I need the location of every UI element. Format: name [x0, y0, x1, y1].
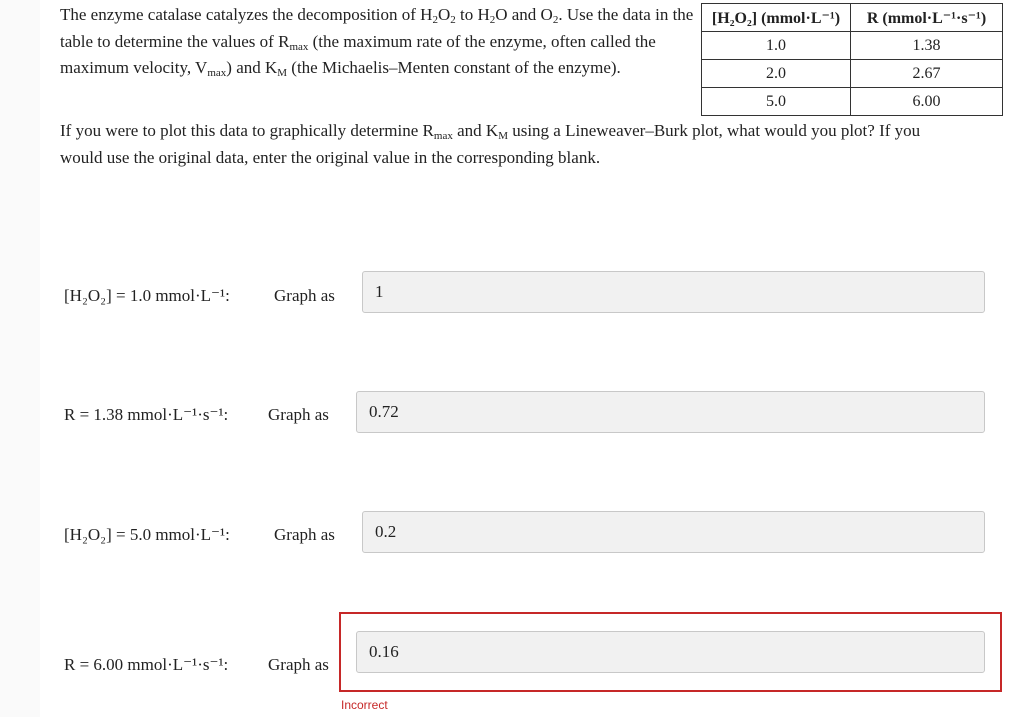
answer-input-1[interactable]: 1	[362, 271, 985, 313]
table-row	[702, 32, 1003, 60]
item-label-rate-3: R = 6.00 mmol·L⁻¹·s⁻¹:	[64, 655, 229, 674]
answer-input-3[interactable]: 0.2	[362, 511, 985, 553]
answer-input-2[interactable]: 0.72	[356, 391, 985, 433]
answer-input-4[interactable]: 0.16	[356, 631, 985, 673]
incorrect-feedback: Incorrect	[341, 698, 388, 712]
graph-as-label: Graph as	[268, 405, 329, 424]
question-text: If you were to plot this data to graphically determine $R_{max}$ and $K_M$ using a Lineweaver–Burk plot, what would you plot? If you would use the original data, enter the original value in the corresponding blank.	[60, 121, 921, 167]
problem-statement: The enzyme catalase catalyzes the decomposition of $H_2O_2$ to $H_2O$ and $O_2$. Use the data in the table to determine the values of $R_{max}$ (the maximum rate of the enzyme, often called the maximum velocity, $V_{max}$) and $K_M$ (the Michaelis–Menten constant of the enzyme).	[60, 5, 694, 79]
graph-as-label: Graph as	[274, 525, 335, 544]
concentration-cell: 5.0	[702, 88, 851, 116]
table-row	[702, 88, 1003, 116]
rate-cell: 6.00	[851, 88, 1003, 116]
data-table	[701, 3, 1003, 116]
concentration-cell: 1.0	[702, 32, 851, 60]
table-row	[702, 60, 1003, 88]
column-header-concentration: [H₂O₂] (mmol·L⁻¹)	[702, 4, 851, 32]
concentration-cell: 2.0	[702, 60, 851, 88]
rate-cell: 2.67	[851, 60, 1003, 88]
graph-as-label: Graph as	[274, 286, 335, 305]
item-label-concentration-3: [H₂O₂] = 5.0 mmol·L⁻¹:	[64, 525, 230, 544]
graph-as-label: Graph as	[268, 655, 329, 674]
rate-cell: 1.38	[851, 32, 1003, 60]
item-label-concentration-1: [H₂O₂] = 1.0 mmol·L⁻¹:	[64, 286, 230, 305]
column-header-rate: R (mmol·L⁻¹·s⁻¹)	[851, 4, 1003, 32]
item-label-rate-1: R = 1.38 mmol·L⁻¹·s⁻¹:	[64, 405, 229, 424]
